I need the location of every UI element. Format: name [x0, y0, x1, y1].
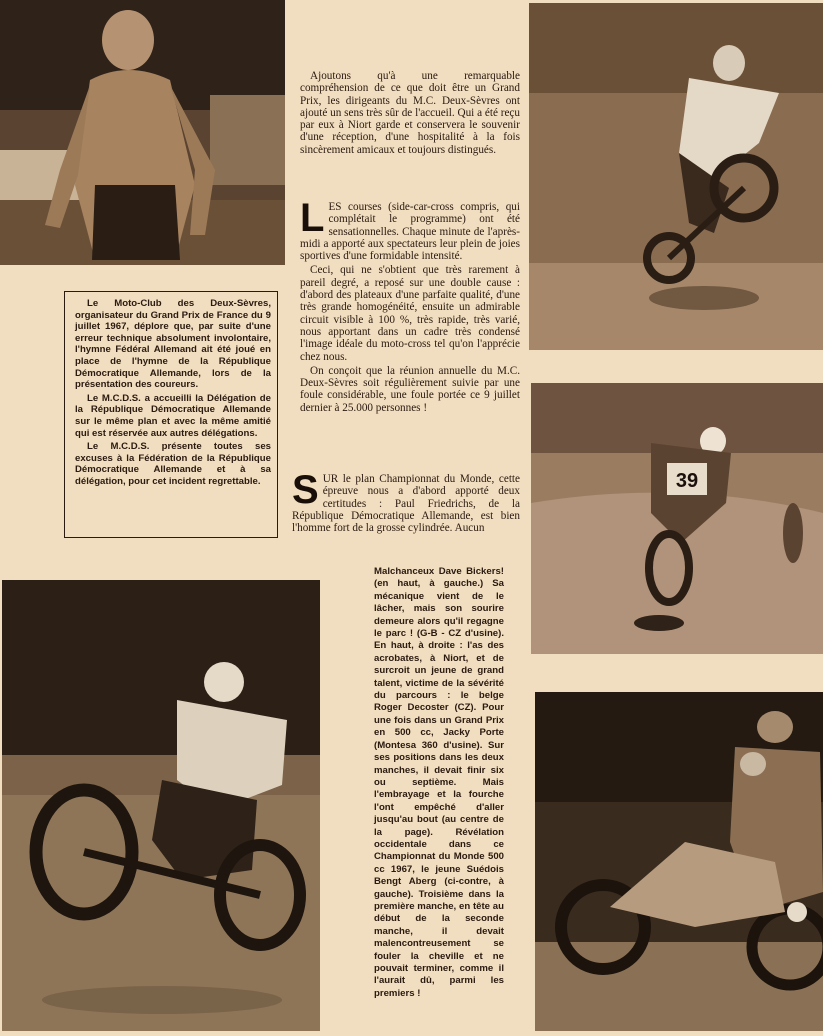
courses-paragraph-3: On conçoit que la réunion annuelle du M.C. Deux-Sèvres soit régulièrement suivie par une foule considérable, une foule portée ce 9 juillet dernier à 25.000 personnes ! [300, 364, 520, 414]
courses-paragraph-1: ES courses (side-car-cross compris, qui complétait le programme) ont été sensationnelles. Chaque minute de l'après-midi a apporté aux spectateurs leur plein de joies sportives d'une formidable intensité. [300, 201, 520, 263]
championnat-section [292, 468, 520, 536]
intro-text: Ajoutons qu'à une remarquable compréhension de ce que doit être un Grand Prix, les dirigeants du M.C. Deux-Sèvres ont ajouté un sens très sûr de l'accueil. Qui a été reçu par eux à Niort garde et conservera le souvenir d'une réception, d'une hospitalité à la fois sincèrement amicaux et toujours distingués. [300, 70, 520, 156]
photo-caption: Malchanceux Dave Bickers! (en haut, à gauche.) Sa mécanique vient de le lâcher, mais son sourire demeure alors qu'il regagne le parc ! (G-B - CZ d'usine). En haut, à droite : l'as des acrobates, à Niort, et de surcroit un jeune de grand talent, victime de la sévérité du parcours : le belge Roger Decoster (CZ). Pour une fois dans un Grand Prix en 500 cc, Jacky Porte (Montesa 360 d'usine). Sur ses positions dans les deux manches, il devait finir six ou septième. Mais l'embrayage et la fourche l'ont empêché d'aller jusqu'au bout (au centre de la page). Révélation occidentale dans ce Championnat du Monde 500 cc 1967, le jeune Suédois Bengt Aberg (ci-contre, à gauche). Troisième dans la première manche, en tête au début de la seconde manche, il devait malencontreusement se fouler la cheville et ne pouvait terminer, comme il l'aurait dû, parmi les premiers ! [374, 566, 504, 999]
bike-number-plate: 39 [675, 470, 699, 492]
notice-box [64, 291, 278, 538]
intro-paragraph [300, 70, 520, 158]
championnat-paragraph: UR le plan Championnat du Monde, cette épreuve nous a d'abord apporté deux certitudes : Paul Friedrichs, de la République Démocratique Allemande, est bien l'homme fort de la grosse cylindrée. Aucun [292, 473, 520, 535]
photo-roger-decoster [529, 3, 823, 350]
notice-paragraph-3: Le M.C.D.S. présente toutes ses excuses à la Fédération de la République Démocratique Allemande et à sa délégation, pour cet incident regrettable. [75, 441, 271, 487]
championnat-dropcap: S [292, 468, 319, 512]
courses-section [300, 196, 520, 416]
photo-jacky-porte [531, 383, 823, 654]
notice-paragraph-1: Le Moto-Club des Deux-Sèvres, organisateur du Grand Prix de France du 9 juillet 1967, déplore que, par suite d'une erreur technique absolument involontaire, l'hymne Fédéral Allemand ait été joué en place de l'hymne de la République Démocratique Allemande, lors de la présentation des coureurs. [75, 298, 271, 391]
courses-dropcap: L [300, 196, 325, 240]
notice-paragraph-2: Le M.C.D.S. a accueilli la Délégation de la République Démocratique Allemande sur le même plan et avec la même amitié qui est réservée aux autres délégations. [75, 392, 271, 439]
photo-dave-bickers [0, 0, 285, 265]
photo-bengt-aberg-wheelie [2, 580, 320, 1031]
photo-side-riders [535, 692, 823, 1031]
courses-paragraph-2: Ceci, qui ne s'obtient que très rarement à pareil degré, a reposé sur une double cause : d'abord des plateaux d'une parfaite qualité, d'une très grande homogénéité, ensuite un admirable circuit visible à 100 %, très rapide, très varié, nous apportant dans un cadre très condensé l'image idéale du moto-cross tel qu'on l'apprécie chez nous. [300, 264, 520, 363]
